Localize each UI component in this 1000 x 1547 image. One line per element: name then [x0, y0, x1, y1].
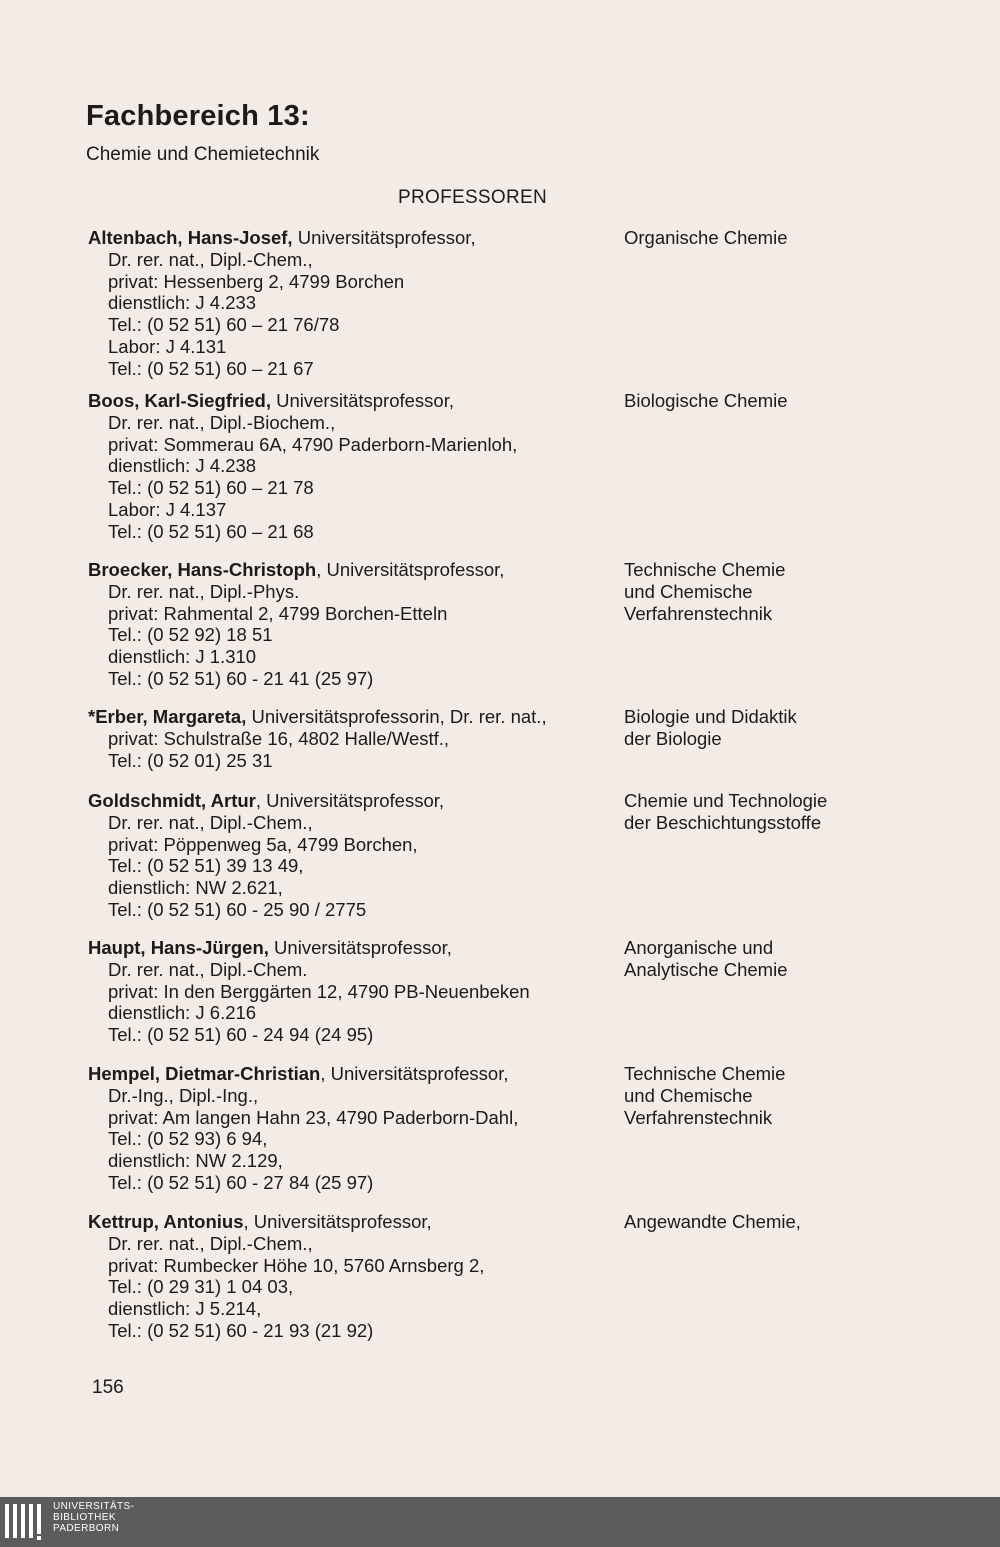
entry-line: privat: Schulstraße 16, 4802 Halle/Westf.,: [108, 727, 450, 749]
entry-line: Tel.: (0 52 51) 39 13 49,: [108, 855, 304, 877]
research-field: Technische Chemie: [624, 559, 786, 580]
professor-role: Universitätsprofessor,: [292, 227, 476, 248]
research-field: Analytische Chemie: [624, 958, 788, 980]
research-field: der Beschichtungsstoffe: [624, 811, 822, 833]
library-logo-icon: [4, 1501, 48, 1543]
professor-name: Broecker, Hans-Christoph: [88, 559, 317, 580]
entry-line: Labor: J 4.131: [108, 335, 227, 357]
research-field: Anorganische und: [624, 937, 774, 958]
professor-role: Universitätsprofessor,: [268, 937, 452, 958]
footer-line: PADERBORN: [53, 1523, 120, 1534]
research-field: und Chemische: [624, 1084, 753, 1106]
professor-role: , Universitätsprofessor,: [255, 790, 445, 811]
research-field: Organische Chemie: [624, 227, 788, 248]
research-field: Angewandte Chemie,: [624, 1211, 801, 1232]
professor-role: , Universitätsprofessor,: [316, 559, 505, 580]
entry-line: privat: Am langen Hahn 23, 4790 Paderborn-Dahl,: [108, 1106, 519, 1128]
entry-line: privat: Hessenberg 2, 4799 Borchen: [108, 270, 405, 292]
entry-line: Dr. rer. nat., Dipl.-Chem.,: [108, 811, 313, 833]
footer-line: UNIVERSITÄTS-: [53, 1501, 135, 1512]
professor-name: Hempel, Dietmar-Christian: [88, 1063, 321, 1084]
entry-line: Labor: J 4.137: [108, 498, 227, 520]
entry-line: Tel.: (0 52 51) 60 - 21 41 (25 97): [108, 667, 374, 689]
entry-line: privat: Rumbecker Höhe 10, 5760 Arnsberg 2,: [108, 1254, 485, 1276]
professor-name: Kettrup, Antonius: [88, 1211, 244, 1232]
professor-role: , Universitätsprofessor,: [320, 1063, 509, 1084]
entry-line: Dr. rer. nat., Dipl.-Chem.,: [108, 248, 313, 270]
research-field: Biologie und Didaktik: [624, 706, 797, 727]
section-heading: PROFESSOREN: [398, 187, 547, 208]
entry-line: dienstlich: J 5.214,: [108, 1298, 262, 1320]
footer-bar: [0, 1497, 1000, 1547]
entry-line: Tel.: (0 29 31) 1 04 03,: [108, 1276, 294, 1298]
professor-name: Altenbach, Hans-Josef,: [88, 227, 293, 248]
entry-line: Dr. rer. nat., Dipl.-Phys.: [108, 580, 300, 602]
professor-name: Boos, Karl-Siegfried,: [88, 390, 271, 411]
research-field: Biologische Chemie: [624, 390, 788, 411]
footer-library-name: [53, 1501, 134, 1534]
professor-name: Goldschmidt, Artur: [88, 790, 256, 811]
entry-line: Dr.-Ing., Dipl.-Ing.,: [108, 1084, 259, 1106]
entry-line: dienstlich: J 4.238: [108, 455, 257, 477]
entry-line: privat: Pöppenweg 5a, 4799 Borchen,: [108, 833, 418, 855]
entry-line: Tel.: (0 52 92) 18 51: [108, 624, 273, 646]
entry-line: Tel.: (0 52 51) 60 – 21 78: [108, 477, 314, 499]
entry-line: Dr. rer. nat., Dipl.-Chem.: [108, 958, 308, 980]
entry-line: Dr. rer. nat., Dipl.-Chem.,: [108, 1232, 313, 1254]
entry-line: Tel.: (0 52 93) 6 94,: [108, 1128, 268, 1150]
entry-line: dienstlich: J 4.233: [108, 292, 257, 314]
professor-name: Erber, Margareta,: [95, 706, 247, 727]
entry-line: Tel.: (0 52 51) 60 - 27 84 (25 97): [108, 1171, 374, 1193]
professor-role: Universitätsprofessor,: [270, 390, 454, 411]
research-field: Verfahrenstechnik: [624, 1106, 773, 1128]
research-field: der Biologie: [624, 727, 722, 749]
research-field: und Chemische: [624, 580, 753, 602]
research-field: Chemie und Technologie: [624, 790, 828, 811]
entry-line: Tel.: (0 52 51) 60 – 21 67: [108, 357, 314, 379]
research-field: Verfahrenstechnik: [624, 602, 773, 624]
entry-line: dienstlich: J 6.216: [108, 1002, 257, 1024]
research-field: Technische Chemie: [624, 1063, 786, 1084]
entry-line: privat: Rahmental 2, 4799 Borchen-Etteln: [108, 602, 448, 624]
entry-line: Dr. rer. nat., Dipl.-Biochem.,: [108, 411, 336, 433]
entry-line: dienstlich: NW 2.621,: [108, 877, 283, 899]
entry-prefix: *: [88, 706, 96, 727]
entry-line: Tel.: (0 52 51) 60 - 25 90 / 2775: [108, 898, 367, 920]
entry-line: Tel.: (0 52 51) 60 - 24 94 (24 95): [108, 1024, 374, 1046]
entry-line: dienstlich: J 1.310: [108, 646, 257, 668]
entry-line: Tel.: (0 52 01) 25 31: [108, 749, 273, 771]
footer-line: BIBLIOTHEK: [53, 1512, 116, 1523]
page-title: Fachbereich 13:: [86, 100, 310, 132]
professor-role: Universitätsprofessorin, Dr. rer. nat.,: [246, 706, 547, 727]
entry-line: Tel.: (0 52 51) 60 – 21 76/78: [108, 314, 340, 336]
entry-line: Tel.: (0 52 51) 60 – 21 68: [108, 520, 314, 542]
entry-line: Tel.: (0 52 51) 60 - 21 93 (21 92): [108, 1319, 374, 1341]
page-number: 156: [92, 1377, 124, 1398]
professor-role: , Universitätsprofessor,: [243, 1211, 432, 1232]
entry-line: privat: Sommerau 6A, 4790 Paderborn-Marienloh,: [108, 433, 518, 455]
professor-name: Haupt, Hans-Jürgen,: [88, 937, 269, 958]
entry-line: privat: In den Berggärten 12, 4790 PB-Neuenbeken: [108, 980, 530, 1002]
page-subtitle: Chemie und Chemietechnik: [86, 144, 320, 165]
entry-line: dienstlich: NW 2.129,: [108, 1150, 283, 1172]
